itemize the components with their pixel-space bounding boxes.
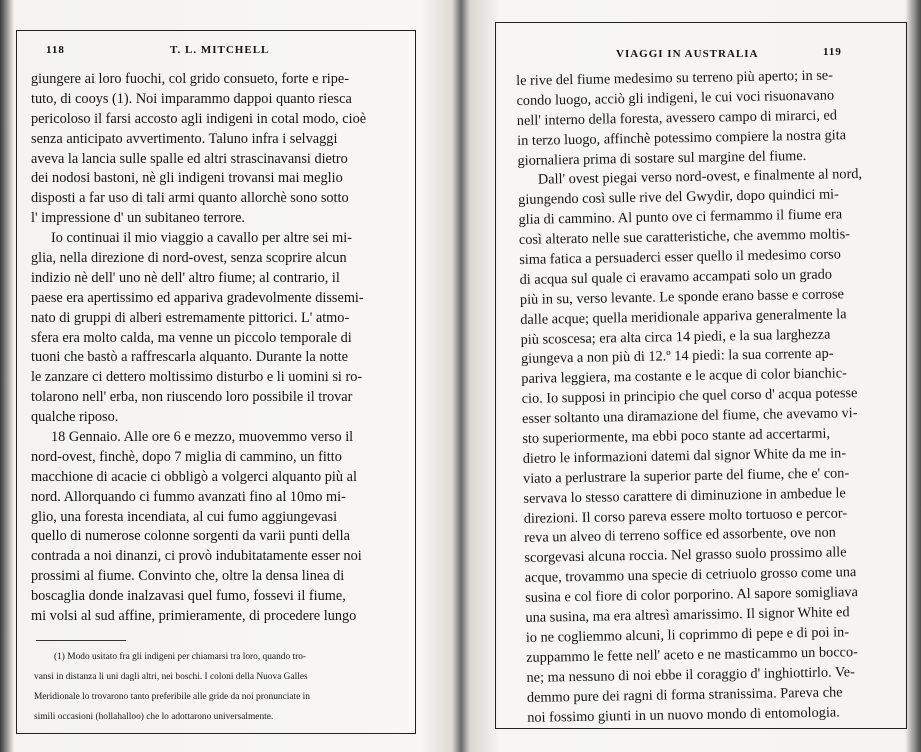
- text-line: noi fossimo giunti in un nuovo mondo di entomologia.: [527, 703, 840, 726]
- text-line: io ne cogliemmo alcuni, li coprimmo di pepe e di poi in-: [525, 624, 850, 646]
- text-line: in terzo luogo, affinchè potessimo compiere la nostra gita: [517, 126, 847, 149]
- text-line: (1) Modo usitato fra gli indigeni per chiamarsi tra loro, quando tro-: [54, 652, 307, 662]
- text-line: disposti a far uso di tali armi quanto allorchè sono sotto: [31, 190, 349, 207]
- text-line: pariva leggiera, ma costante e le acque di color bianchic-: [521, 365, 847, 388]
- text-line: Dall' ovest piegai verso nord-ovest, e finalmente al nord,: [537, 166, 863, 189]
- text-line: esser soltanto una diramazione del fiume, che avevamo vi-: [521, 405, 858, 428]
- text-line: glia di cammino. Al punto ove ci fermammo il fiume era: [518, 206, 843, 229]
- text-line: 18 Gennaio. Alle ore 6 e mezzo, muovemmo verso il: [51, 429, 354, 446]
- text-line: direzioni. Il corso pareva essere molto tortuoso e percor-: [523, 504, 848, 527]
- text-line: zuppammo le fette nell' aceto e ne masticammo un bocco-: [526, 643, 858, 666]
- text-line: nord-ovest, finchè, dopo 7 miglia di cammino, un fitto: [31, 448, 342, 465]
- text-line: sto superiormente, ma ebbi poco stante ad accertarmi,: [522, 425, 831, 447]
- text-line: boscaglia donde inalzavasi quel fumo, fossevi il fiume,: [31, 588, 346, 605]
- text-line: Meridionale lo trovarono tanto preferibile alle gride da noi pronunciate in: [34, 691, 310, 702]
- text-line: dalle acque; quella meridionale appariva generalmente la: [520, 305, 847, 328]
- text-line: nell' interno della foresta, avessero campo di mirarci, ed: [516, 107, 838, 129]
- text-line: le rive del fiume medesimo su terreno più aperto; in se-: [516, 67, 834, 89]
- text-line: Io continuai il mio viaggio a cavallo per altre sei mi-: [51, 230, 352, 247]
- text-line: le zanzare ci dettero moltissimo disturbo e li uomini si ro-: [31, 369, 363, 386]
- text-line: giungeva a non più di 12.º 14 piedi: la sua corrente ap-: [520, 345, 834, 368]
- left-page-number: 118: [46, 44, 65, 56]
- text-line: prossimi al fiume. Convinto che, oltre la densa linea di: [31, 568, 345, 585]
- text-line: giornaliera prima di sostare sul margine del fiume.: [517, 147, 807, 169]
- text-line: servava lo stesso carattere di diminuzione in ambedue le: [523, 485, 846, 507]
- right-page: [461, 0, 921, 752]
- text-line: simili occasioni (hollahalloo) che lo adottarono universalmente.: [34, 711, 274, 722]
- left-running-title: T. L. MITCHELL: [170, 44, 270, 56]
- text-line: dietro le informazioni datemi dal signor White da me in-: [522, 445, 847, 467]
- right-running-title: VIAGGI IN AUSTRALIA: [616, 48, 759, 60]
- text-line: sfera era molto calda, ma venne un piccolo temporale di: [31, 329, 352, 346]
- text-line: glia, nella direzione di nord-ovest, senza scoprire alcun: [31, 250, 347, 267]
- text-line: così alterato nelle sue caratteristiche, che avemmo moltis-: [518, 226, 851, 249]
- text-line: aveva la lancia sulle spalle ed altri strascinavansi dietro: [31, 150, 348, 167]
- text-line: giungere ai loro fuochi, col grido consueto, forte e ripe-: [31, 71, 349, 87]
- text-line: paese era apertissimo ed appariva gradevolmente dissemi-: [31, 289, 364, 306]
- text-line: l' impressione d' un subitaneo terrore.: [31, 210, 245, 227]
- text-line: tuoni che bastò a raffrescarla alquanto. Durante la notte: [31, 349, 348, 366]
- right-body-text: [516, 65, 909, 728]
- left-body-text: [31, 70, 403, 627]
- text-line: più scoscesa; era alta circa 14 piedi, e la sua larghezza: [520, 326, 831, 348]
- text-line: tuto, di cooys (1). Noi imparammo dappoi quanto riesca: [31, 90, 352, 107]
- text-line: glio, una foresta incendiata, al cui fumo aggiungevasi: [31, 508, 338, 525]
- right-page-number: 119: [823, 46, 842, 58]
- text-line: ne; ma nessuno di noi ebbe il coraggio d' inghiottirlo. Ve-: [526, 663, 855, 686]
- text-line: nord. Allorquando ci fummo avanzati fino al 10mo mi-: [31, 488, 346, 505]
- text-line: mi volsi al sud affine, primieramente, di procedere lungo: [31, 608, 357, 625]
- footnote-rule: [36, 640, 126, 641]
- text-line: pericoloso il farsi accosto agli indigeni in cotal modo, cioè: [31, 110, 367, 127]
- text-line: susina e col fiore di color porporino. Al sapore somigliava: [525, 584, 859, 607]
- text-line: scorgevasi alcuna roccia. Nel grasso suolo prossimo alle: [524, 544, 847, 567]
- text-line: nato di gruppi di alberi estremamente pittorici. L' atmo-: [31, 309, 350, 326]
- text-line: qualche riposo.: [31, 409, 119, 426]
- text-line: più in su, verso levante. Le sponde erano basse e corrose: [519, 286, 845, 308]
- text-line: indizio nè dell' uno nè dell' altro fiume; al contrario, il: [31, 269, 340, 286]
- text-line: vansi in distanza li uni dagli altri, nei boschi. I coloni della Nuova Galles: [34, 671, 308, 682]
- text-line: contrada a noi dinanzi, ci provò indubitatamente esser noi: [31, 548, 362, 565]
- footnote: [34, 651, 406, 731]
- text-line: sima fatica a persuaderci esser quello il medesimo corso: [519, 246, 841, 268]
- text-line: viato a perlustrare la superior parte del fiume, che e' con-: [522, 465, 850, 487]
- text-line: condo luogo, acciò gli indigeni, le cui voci risuonavano: [516, 87, 835, 109]
- text-line: demmo pure dei ragni di forma stranissima. Pareva che: [526, 684, 843, 706]
- text-line: acque, trovammo una specie di cetriuolo grosso come una: [524, 564, 857, 587]
- left-page: [0, 0, 460, 752]
- text-line: una susina, ma era altresì amarissimo. Il signor White ed: [525, 604, 850, 626]
- text-line: reva un alveo di terreno soffice ed assorbente, ove non: [524, 524, 837, 547]
- text-line: cio. Io supposi in principio che quel corso d' acqua potesse: [521, 385, 858, 408]
- text-line: tolarono nell' erba, non riuscendo loro possibile il trovar: [31, 389, 353, 406]
- text-line: giungendo così sulle rive del Gwydir, dopo quindici mi-: [518, 186, 840, 209]
- text-line: macchione di acacie ci obbligò a volgerci alquanto più al: [31, 468, 357, 485]
- text-line: di acqua sul quale ci eravamo accampati solo un grado: [519, 266, 833, 288]
- text-line: senza anticipato avvertimento. Taluno infra i selvaggi: [31, 130, 338, 147]
- text-line: quello di numerose colonne sorgenti da varii punti della: [31, 528, 350, 545]
- text-line: dei nodosi bastoni, nè gli indigeni trovansi mai meglio: [31, 170, 343, 187]
